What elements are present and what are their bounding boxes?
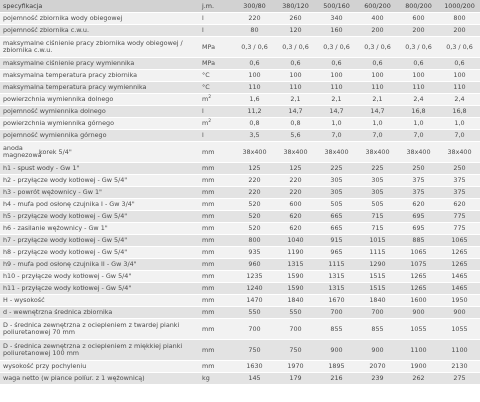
table-row	[0, 70, 480, 82]
cell-value: 620	[439, 199, 480, 211]
table-row	[0, 373, 480, 385]
header-unit: j.m.	[198, 0, 234, 13]
cell-value: 0,3 / 0,6	[439, 37, 480, 58]
table-row	[0, 271, 480, 283]
row-label: H - wysokość	[0, 295, 198, 307]
row-unit	[198, 235, 234, 247]
row-label-sub: korek 5/4"	[39, 147, 72, 156]
table-row	[0, 247, 480, 259]
unit-text: mm	[202, 164, 215, 173]
cell-value: 1315	[316, 271, 357, 283]
table-row	[0, 58, 480, 70]
row-unit	[198, 25, 234, 37]
cell-value: 1055	[398, 319, 439, 340]
cell-value: 200	[439, 25, 480, 37]
row-unit	[198, 58, 234, 70]
cell-value: 38x400	[275, 142, 316, 163]
cell-value: 700	[357, 307, 398, 319]
row-label: D - średnica zewnętrzna z ociepleniem z twardej pianki poliuretanowej 70 mm	[0, 319, 198, 340]
cell-value: 855	[316, 319, 357, 340]
unit-text: MPa	[202, 42, 215, 51]
row-unit	[198, 13, 234, 25]
row-unit	[198, 37, 234, 58]
cell-value: 1630	[234, 361, 275, 373]
cell-value: 100	[439, 70, 480, 82]
cell-value: 1840	[275, 295, 316, 307]
cell-value: 275	[439, 373, 480, 385]
table-row	[0, 94, 480, 106]
cell-value: 700	[234, 319, 275, 340]
cell-value: 1065	[439, 235, 480, 247]
cell-value: 305	[357, 175, 398, 187]
cell-value: 14,7	[316, 106, 357, 118]
cell-value: 1315	[316, 283, 357, 295]
cell-value: 900	[398, 307, 439, 319]
cell-value: 600	[275, 199, 316, 211]
table-row	[0, 175, 480, 187]
unit-text: mm	[202, 200, 215, 209]
row-unit	[198, 283, 234, 295]
unit-text: MPa	[202, 59, 215, 68]
row-label: wysokość przy pochyleniu	[0, 361, 198, 373]
unit-text: mm	[202, 212, 215, 221]
row-unit	[198, 223, 234, 235]
cell-value: 2,1	[357, 94, 398, 106]
cell-value: 1465	[439, 271, 480, 283]
cell-value: 7,0	[357, 130, 398, 142]
cell-value: 110	[357, 82, 398, 94]
row-label: h11 - przyłącze wody kotłowej - Gw 5/4"	[0, 283, 198, 295]
cell-value: 110	[439, 82, 480, 94]
cell-value: 960	[234, 259, 275, 271]
cell-value: 2130	[439, 361, 480, 373]
cell-value: 1265	[398, 271, 439, 283]
cell-value: 1190	[275, 247, 316, 259]
cell-value: 14,7	[357, 106, 398, 118]
row-label: maksymalna temperatura pracy wymiennika	[0, 82, 198, 94]
row-label: powierzchnia wymiennika dolnego	[0, 94, 198, 106]
unit-text: kg	[202, 374, 210, 383]
row-label: maksymalne ciśnienie pracy wymiennika	[0, 58, 198, 70]
cell-value: 715	[357, 211, 398, 223]
cell-value: 375	[439, 175, 480, 187]
cell-value: 1950	[439, 295, 480, 307]
row-label: powierzchnia wymiennika górnego	[0, 118, 198, 130]
cell-value: 0,6	[398, 58, 439, 70]
row-label: pojemność wymiennika dolnego	[0, 106, 198, 118]
row-label: h4 - mufa pod osłonę czujnika I - Gw 3/4"	[0, 199, 198, 211]
cell-value: 1065	[398, 247, 439, 259]
cell-value: 80	[234, 25, 275, 37]
table-row	[0, 307, 480, 319]
row-label: h3 - powrót wężownicy - Gw 1"	[0, 187, 198, 199]
cell-value: 145	[234, 373, 275, 385]
row-unit	[198, 175, 234, 187]
table-row	[0, 199, 480, 211]
cell-value: 1265	[398, 283, 439, 295]
cell-value: 520	[234, 211, 275, 223]
cell-value: 1515	[357, 271, 398, 283]
cell-value: 2,1	[275, 94, 316, 106]
row-label: h7 - przyłącze wody kotłowej - Gw 5/4"	[0, 235, 198, 247]
cell-value: 220	[234, 175, 275, 187]
row-label: pojemność zbiornika wody obiegowej	[0, 13, 198, 25]
cell-value: 665	[316, 211, 357, 223]
cell-value: 1840	[357, 295, 398, 307]
row-unit	[198, 130, 234, 142]
cell-value: 375	[439, 187, 480, 199]
row-label: h5 - przyłącze wody kotłowej - Gw 5/4"	[0, 211, 198, 223]
cell-value: 800	[439, 13, 480, 25]
header-model: 1000/200	[439, 0, 480, 13]
cell-value: 305	[357, 187, 398, 199]
cell-value: 2070	[357, 361, 398, 373]
cell-value: 16,8	[398, 106, 439, 118]
cell-value: 965	[316, 247, 357, 259]
cell-value: 1670	[316, 295, 357, 307]
cell-value: 1265	[439, 247, 480, 259]
cell-value: 1290	[357, 259, 398, 271]
table-row	[0, 259, 480, 271]
header-name: specyfikacja	[0, 0, 198, 13]
cell-value: 620	[398, 199, 439, 211]
table-row	[0, 37, 480, 58]
header-model: 500/160	[316, 0, 357, 13]
cell-value: 0,3 / 0,6	[234, 37, 275, 58]
unit-text: l	[202, 131, 204, 140]
unit-text: °C	[202, 71, 210, 80]
row-unit	[198, 373, 234, 385]
unit-superscript: 2	[208, 94, 212, 100]
cell-value: 520	[234, 223, 275, 235]
cell-value: 100	[234, 70, 275, 82]
row-unit	[198, 247, 234, 259]
table-row	[0, 118, 480, 130]
table-row	[0, 106, 480, 118]
unit-text: mm	[202, 224, 215, 233]
table-row	[0, 130, 480, 142]
cell-value: 220	[234, 13, 275, 25]
row-unit	[198, 82, 234, 94]
table-row	[0, 283, 480, 295]
unit-text: mm	[202, 345, 215, 354]
table-row	[0, 295, 480, 307]
cell-value: 1,0	[316, 118, 357, 130]
row-unit	[198, 361, 234, 373]
table-row	[0, 187, 480, 199]
cell-value: 0,8	[234, 118, 275, 130]
cell-value: 14,7	[275, 106, 316, 118]
table-body	[0, 13, 480, 385]
cell-value: 520	[234, 199, 275, 211]
cell-value: 1600	[398, 295, 439, 307]
cell-value: 1590	[275, 271, 316, 283]
cell-value: 225	[357, 163, 398, 175]
cell-value: 800	[234, 235, 275, 247]
cell-value: 5,6	[275, 130, 316, 142]
cell-value: 110	[234, 82, 275, 94]
cell-value: 550	[275, 307, 316, 319]
cell-value: 0,8	[275, 118, 316, 130]
table-row	[0, 340, 480, 361]
row-unit	[198, 319, 234, 340]
cell-value: 505	[316, 199, 357, 211]
unit-text: mm	[202, 176, 215, 185]
table-row	[0, 163, 480, 175]
cell-value: 1315	[275, 259, 316, 271]
cell-value: 400	[357, 13, 398, 25]
cell-value: 200	[398, 25, 439, 37]
cell-value: 1,0	[439, 118, 480, 130]
row-label: h8 - przyłącze wody kotłowej - Gw 5/4"	[0, 247, 198, 259]
unit-text: mm	[202, 296, 215, 305]
cell-value: 775	[439, 223, 480, 235]
cell-value: 695	[398, 223, 439, 235]
cell-value: 11,2	[234, 106, 275, 118]
row-label-main: anoda magnezowa	[3, 144, 42, 159]
cell-value: 935	[234, 247, 275, 259]
row-unit	[198, 259, 234, 271]
unit-text: mm	[202, 147, 215, 156]
row-unit	[198, 295, 234, 307]
cell-value: 665	[316, 223, 357, 235]
cell-value: 1240	[234, 283, 275, 295]
cell-value: 2,1	[316, 94, 357, 106]
cell-value: 305	[316, 187, 357, 199]
unit-text: mm	[202, 248, 215, 257]
cell-value: 125	[275, 163, 316, 175]
table-row	[0, 319, 480, 340]
cell-value: 900	[439, 307, 480, 319]
cell-value: 1265	[439, 259, 480, 271]
unit-text: mm	[202, 308, 215, 317]
cell-value: 1970	[275, 361, 316, 373]
row-unit	[198, 211, 234, 223]
cell-value: 110	[275, 82, 316, 94]
cell-value: 2,4	[398, 94, 439, 106]
row-unit	[198, 163, 234, 175]
cell-value: 120	[275, 25, 316, 37]
cell-value: 3,5	[234, 130, 275, 142]
cell-value: 550	[234, 307, 275, 319]
cell-value: 200	[357, 25, 398, 37]
cell-value: 695	[398, 211, 439, 223]
cell-value: 100	[357, 70, 398, 82]
row-label: maksymalne ciśnienie pracy zbiornika wody obiegowej / zbiornika c.w.u.	[0, 37, 198, 58]
cell-value: 900	[316, 340, 357, 361]
unit-text: m	[202, 119, 209, 128]
cell-value: 7,0	[316, 130, 357, 142]
cell-value: 1235	[234, 271, 275, 283]
row-label: h9 - mufa pod osłonę czujnika II - Gw 3/4"	[0, 259, 198, 271]
row-label: pojemność zbiornika c.w.u.	[0, 25, 198, 37]
cell-value: 1115	[357, 247, 398, 259]
row-unit	[198, 187, 234, 199]
cell-value: 1015	[357, 235, 398, 247]
cell-value: 220	[234, 187, 275, 199]
cell-value: 38x400	[357, 142, 398, 163]
row-unit	[198, 307, 234, 319]
row-unit	[198, 271, 234, 283]
row-label: h6 - zasilanie wężownicy - Gw 1"	[0, 223, 198, 235]
cell-value: 700	[316, 307, 357, 319]
cell-value: 1515	[357, 283, 398, 295]
cell-value: 239	[357, 373, 398, 385]
unit-text: m	[202, 95, 209, 104]
cell-value: 700	[275, 319, 316, 340]
cell-value: 110	[316, 82, 357, 94]
unit-text: mm	[202, 324, 215, 333]
table-row	[0, 235, 480, 247]
row-unit	[198, 142, 234, 163]
cell-value: 0,3 / 0,6	[316, 37, 357, 58]
cell-value: 1100	[439, 340, 480, 361]
cell-value: 38x400	[439, 142, 480, 163]
cell-value: 7,0	[398, 130, 439, 142]
table-row	[0, 223, 480, 235]
cell-value: 250	[398, 163, 439, 175]
unit-text: l	[202, 107, 204, 116]
cell-value: 0,3 / 0,6	[398, 37, 439, 58]
unit-text: °C	[202, 83, 210, 92]
cell-value: 220	[275, 175, 316, 187]
cell-value: 855	[357, 319, 398, 340]
row-unit	[198, 340, 234, 361]
cell-value: 0,6	[234, 58, 275, 70]
cell-value: 0,6	[357, 58, 398, 70]
cell-value: 225	[316, 163, 357, 175]
cell-value: 775	[439, 211, 480, 223]
cell-value: 0,6	[275, 58, 316, 70]
cell-value: 1465	[439, 283, 480, 295]
cell-value: 160	[316, 25, 357, 37]
cell-value: 1,0	[398, 118, 439, 130]
cell-value: 1,6	[234, 94, 275, 106]
row-unit	[198, 94, 234, 106]
cell-value: 505	[357, 199, 398, 211]
unit-text: l	[202, 26, 204, 35]
row-label: maksymalna temperatura pracy zbiornika	[0, 70, 198, 82]
cell-value: 1590	[275, 283, 316, 295]
cell-value: 620	[275, 223, 316, 235]
cell-value: 1900	[398, 361, 439, 373]
cell-value: 100	[316, 70, 357, 82]
cell-value: 1100	[398, 340, 439, 361]
table-row	[0, 142, 480, 163]
row-label: d - wewnętrzna średnica zbiornika	[0, 307, 198, 319]
row-label: waga netto (w piance políur. z 1 wężownicą)	[0, 373, 198, 385]
cell-value: 38x400	[316, 142, 357, 163]
cell-value: 38x400	[398, 142, 439, 163]
cell-value: 125	[234, 163, 275, 175]
cell-value: 0,3 / 0,6	[357, 37, 398, 58]
cell-value: 620	[275, 211, 316, 223]
row-unit	[198, 199, 234, 211]
cell-value: 16,8	[439, 106, 480, 118]
row-label: D - średnica zewnętrzna z ociepleniem z miękkiej pianki poliuretanowej 100 mm	[0, 340, 198, 361]
cell-value: 250	[439, 163, 480, 175]
header-row	[0, 0, 480, 13]
cell-value: 1115	[316, 259, 357, 271]
row-label: h2 - przyłącze wody kotłowej - Gw 5/4"	[0, 175, 198, 187]
cell-value: 900	[357, 340, 398, 361]
cell-value: 260	[275, 13, 316, 25]
unit-text: mm	[202, 272, 215, 281]
cell-value: 1470	[234, 295, 275, 307]
cell-value: 110	[398, 82, 439, 94]
unit-text: mm	[202, 362, 215, 371]
cell-value: 1895	[316, 361, 357, 373]
cell-value: 750	[275, 340, 316, 361]
cell-value: 1040	[275, 235, 316, 247]
row-label: pojemność wymiennika górnego	[0, 130, 198, 142]
cell-value: 100	[275, 70, 316, 82]
cell-value: 1075	[398, 259, 439, 271]
row-unit	[198, 106, 234, 118]
cell-value: 715	[357, 223, 398, 235]
cell-value: 600	[398, 13, 439, 25]
row-label: h1 - spust wody - Gw 1"	[0, 163, 198, 175]
cell-value: 750	[234, 340, 275, 361]
cell-value: 262	[398, 373, 439, 385]
unit-text: mm	[202, 260, 215, 269]
unit-text: mm	[202, 284, 215, 293]
cell-value: 885	[398, 235, 439, 247]
unit-text: mm	[202, 236, 215, 245]
header-model: 300/80	[234, 0, 275, 13]
table-row	[0, 82, 480, 94]
cell-value: 216	[316, 373, 357, 385]
cell-value: 38x400	[234, 142, 275, 163]
unit-text: mm	[202, 188, 215, 197]
cell-value: 375	[398, 175, 439, 187]
cell-value: 2,4	[439, 94, 480, 106]
table-row	[0, 25, 480, 37]
header-model: 380/120	[275, 0, 316, 13]
cell-value: 375	[398, 187, 439, 199]
unit-text: l	[202, 14, 204, 23]
row-label	[0, 142, 198, 163]
cell-value: 100	[398, 70, 439, 82]
table-row	[0, 13, 480, 25]
table-row	[0, 361, 480, 373]
cell-value: 1055	[439, 319, 480, 340]
unit-superscript: 2	[208, 118, 212, 124]
row-label: h10 - przyłącze wody kotłowej - Gw 5/4"	[0, 271, 198, 283]
cell-value: 179	[275, 373, 316, 385]
cell-value: 0,3 / 0,6	[275, 37, 316, 58]
cell-value: 0,6	[316, 58, 357, 70]
cell-value: 7,0	[439, 130, 480, 142]
cell-value: 305	[316, 175, 357, 187]
cell-value: 1,0	[357, 118, 398, 130]
row-unit	[198, 70, 234, 82]
cell-value: 0,6	[439, 58, 480, 70]
cell-value: 340	[316, 13, 357, 25]
cell-value: 915	[316, 235, 357, 247]
table-row	[0, 211, 480, 223]
header-model: 800/200	[398, 0, 439, 13]
header-model: 600/200	[357, 0, 398, 13]
row-unit	[198, 118, 234, 130]
cell-value: 220	[275, 187, 316, 199]
